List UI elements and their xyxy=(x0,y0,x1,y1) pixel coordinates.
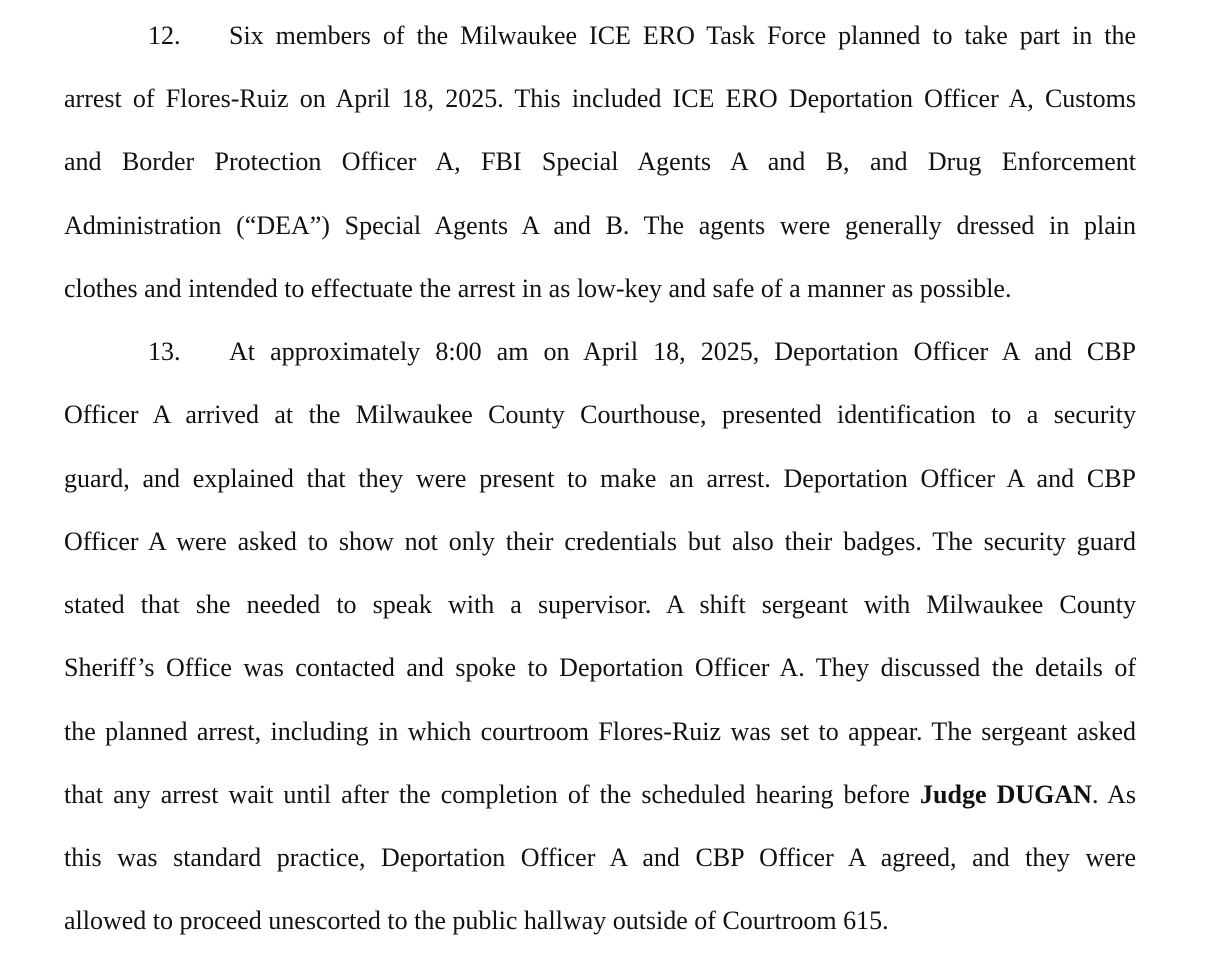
paragraph-line: Officer A arrived at the Milwaukee County Courthouse, presented identification to a security xyxy=(64,400,1136,429)
paragraph-line: Officer A were asked to show not only their credentials but also their badges. The security guard xyxy=(64,527,1136,556)
paragraph-line: and Border Protection Officer A, FBI Special Agents A and B, and Drug Enforcement xyxy=(64,147,1136,176)
paragraph-line xyxy=(64,775,1136,815)
paragraph-number: 13. xyxy=(148,337,181,366)
paragraph-line: Six members of the Milwaukee ICE ERO Task Force planned to take part in the xyxy=(229,21,1136,50)
paragraph-line: allowed to proceed unescorted to the public hallway outside of Courtroom 615. xyxy=(64,906,889,935)
line-text: . As xyxy=(1091,780,1136,809)
paragraph-line: At approximately 8:00 am on April 18, 2025, Deportation Officer A and CBP xyxy=(229,337,1136,366)
paragraph-line: clothes and intended to effectuate the arrest in as low-key and safe of a manner as possible. xyxy=(64,274,1012,303)
paragraph-line: this was standard practice, Deportation Officer A and CBP Officer A agreed, and they were xyxy=(64,843,1136,872)
judge-name: Judge DUGAN xyxy=(920,780,1092,809)
paragraph-line: guard, and explained that they were present to make an arrest. Deportation Officer A and CBP xyxy=(64,464,1136,493)
paragraph-line: arrest of Flores-Ruiz on April 18, 2025. This included ICE ERO Deportation Officer A, Customs xyxy=(64,84,1136,113)
line-text: that any arrest wait until after the completion of the scheduled hearing before xyxy=(64,780,921,809)
paragraph-line: Administration (“DEA”) Special Agents A and B. The agents were generally dressed in plain xyxy=(64,211,1136,240)
paragraph-number: 12. xyxy=(148,21,181,50)
paragraph-line: Sheriff’s Office was contacted and spoke to Deportation Officer A. They discussed the details of xyxy=(64,653,1136,682)
paragraph-line: the planned arrest, including in which courtroom Flores-Ruiz was set to appear. The sergeant asked xyxy=(64,717,1136,746)
paragraph-line: stated that she needed to speak with a supervisor. A shift sergeant with Milwaukee County xyxy=(64,590,1136,619)
